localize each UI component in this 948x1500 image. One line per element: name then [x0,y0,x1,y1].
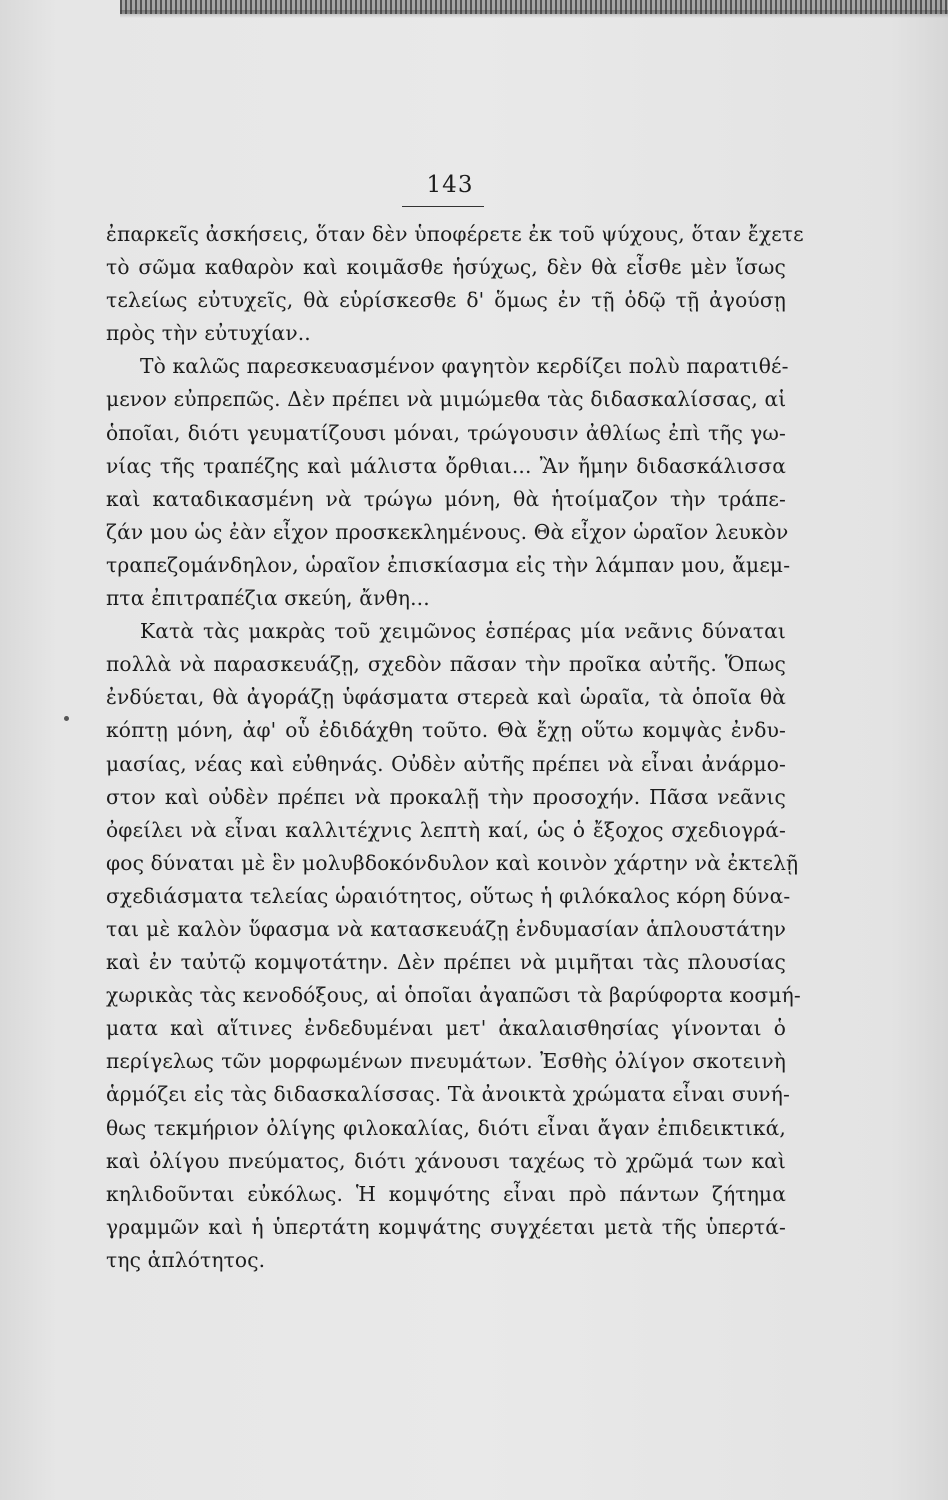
text-line: ἐπαρκεῖς ἀσκήσεις, ὅταν δὲν ὑποφέρετε ἐκ τοῦ ψύχους, ὅταν ἔχετε [106,222,804,246]
text-line: καὶ καταδικασμένη νὰ τρώγω μόνη, θὰ ἡτοίμαζον τὴν τράπε- [106,486,786,511]
text-line: Τὸ καλῶς παρεσκευασμένον φαγητὸν κερδίζει πολὺ παρατιθέ- [140,354,789,379]
text-line: ται μὲ καλὸν ὕφασμα νὰ κατασκευάζῃ ἐνδυμασίαν ἁπλουστάτην [106,916,786,941]
text-line: ὀφείλει νὰ εἶναι καλλιτέχνις λεπτὴ καί, ὡς ὁ ἔξοχος σχεδιογρά- [106,817,786,842]
text-line: ὁποῖαι, διότι γευματίζουσι μόναι, τρώγουσιν ἀθλίως ἐπὶ τῆς γω- [106,420,786,445]
page-number-rule [402,206,484,207]
text-line: ζάν μου ὡς ἐὰν εἶχον προσκεκλημένους. Θὰ εἶχον ὡραῖον λευκὸν [106,519,789,544]
text-line: ἁρμόζει εἰς τὰς διδασκαλίσσας. Τὰ ἀνοικτὰ χρώματα εἶναι συνή- [106,1082,790,1107]
text-line: σχεδιάσματα τελείας ὡραιότητος, οὕτως ἡ φιλόκαλος κόρη δύνα- [106,883,791,908]
text-line: ἐνδύεται, θὰ ἀγοράζῃ ὑφάσματα στερεὰ καὶ ὡραῖα, τὰ ὁποῖα θὰ [106,685,786,710]
margin-ink-spot [64,716,69,721]
text-line: κηλιδοῦνται εὐκόλως. Ἡ κομψότης εἶναι πρὸ πάντων ζήτημα [106,1181,786,1206]
text-line: πολλὰ νὰ παρασκευάζῃ, σχεδὸν πᾶσαν τὴν προῖκα αὐτῆς. Ὅπως [106,652,786,677]
text-line: φος δύναται μὲ ἓν μολυβδοκόνδυλον καὶ κοινὸν χάρτην νὰ ἐκτελῇ [106,850,799,875]
text-line: περίγελως τῶν μορφωμένων πνευμάτων. Ἐσθὴς ὀλίγον σκοτεινὴ [106,1049,786,1074]
text-line: Κατὰ τὰς μακρὰς τοῦ χειμῶνος ἑσπέρας μία νεᾶνις δύναται [140,619,786,644]
text-line: καὶ ὀλίγου πνεύματος, διότι χάνουσι ταχέως τὸ χρῶμά των καὶ [106,1148,786,1173]
text-line: γραμμῶν καὶ ἡ ὑπερτάτη κομψάτης συγχέεται μετὰ τῆς ὑπερτά- [106,1214,786,1239]
text-line: θως τεκμήριον ὀλίγης φιλοκαλίας, διότι εἶναι ἄγαν ἐπιδεικτικά, [106,1115,786,1140]
text-line: πρὸς τὴν εὐτυχίαν.. [106,321,311,346]
text-line: τελείως εὐτυχεῖς, θὰ εὑρίσκεσθε δ' ὅμως ἐν τῇ ὁδῷ τῇ ἀγούσῃ [106,288,786,313]
text-line: χωρικὰς τὰς κενοδόξους, αἱ ὁποῖαι ἀγαπῶσι τὰ βαρύφορτα κοσμή- [106,983,801,1008]
text-line: καὶ ἐν ταὐτῷ κομψοτάτην. Δὲν πρέπει νὰ μιμῆται τὰς πλουσίας [106,950,786,975]
text-line: μενον εὐπρεπῶς. Δὲν πρέπει νὰ μιμώμεθα τὰς διδασκαλίσσας, αἱ [106,387,787,412]
scan-edge-fade [120,10,948,18]
text-line: τραπεζομάνδηλον, ὡραῖον ἐπισκίασμα εἰς τὴν λάμπαν μου, ἄμεμ- [106,552,791,577]
text-line: στον καὶ οὐδὲν πρέπει νὰ προκαλῇ τὴν προσοχήν. Πᾶσα νεᾶνις [106,784,786,809]
body-text [106,218,804,1277]
text-line: κόπτῃ μόνη, ἀφ' οὗ ἐδιδάχθη τοῦτο. Θὰ ἔχῃ οὕτω κομψὰς ἐνδυ- [106,718,786,743]
page-number: 143 [426,172,474,198]
text-line: τὸ σῶμα καθαρὸν καὶ κοιμᾶσθε ἡσύχως, δὲν θὰ εἶσθε μὲν ἴσως [106,255,786,280]
text-line: ματα καὶ αἵτινες ἐνδεδυμέναι μετ' ἀκαλαισθησίας γίνονται ὁ [106,1016,786,1041]
text-line: νίας τῆς τραπέζης καὶ μάλιστα ὄρθιαι... Ἂν ἤμην διδασκάλισσα [106,453,786,478]
text-line: της ἁπλότητος. [106,1247,266,1272]
text-line: μασίας, νέας καὶ εὐθηνάς. Οὐδὲν αὐτῆς πρέπει νὰ εἶναι ἀνάρμο- [106,751,786,776]
text-line: πτα ἐπιτραπέζια σκεύη, ἄνθη... [106,586,430,611]
